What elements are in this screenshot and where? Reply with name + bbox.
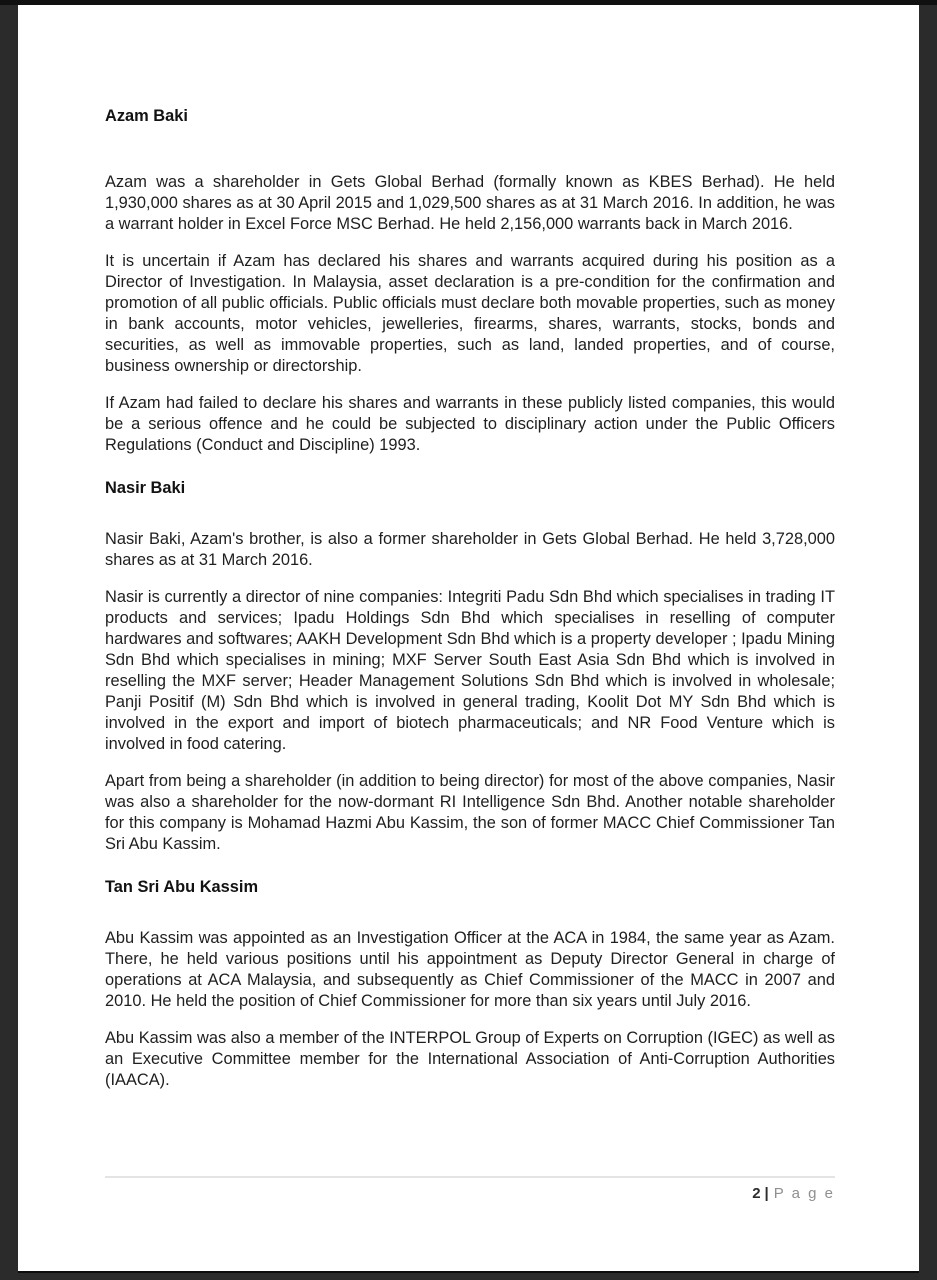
- section-heading-nasir-baki: Nasir Baki: [105, 479, 186, 497]
- paragraph: It is uncertain if Azam has declared his shares and warrants acquired during his position as a Director of Investigation. In Malaysia, asset declaration is a pre-condition for the confirmation and promotion of all public officials. Public officials must declare both movable properties, such as money in bank accounts, motor vehicles, jewelleries, firearms, shares, warrants, stocks, bonds and securities, as well as immovable properties, such as land, landed properties, and of course, business ownership or directorship.: [105, 252, 835, 375]
- paragraph: Nasir is currently a director of nine companies: Integriti Padu Sdn Bhd which specialises in trading IT products and services; Ipadu Holdings Sdn Bhd which specialises in reselling of computer hardwares and softwares; AAKH Development Sdn Bhd which is a property developer ; Ipadu Mining Sdn Bhd which specialises in mining; MXF Server South East Asia Sdn Bhd which is involved in reselling the MXF server; Header Management Solutions Sdn Bhd which is involved in wholesale; Panji Positif (M) Sdn Bhd which is involved in general trading, Koolit Dot MY Sdn Bhd which is involved in the export and import of biotech pharmaceuticals; and NR Food Venture which is involved in food catering.: [105, 588, 835, 753]
- paragraph: Abu Kassim was appointed as an Investigation Officer at the ACA in 1984, the same year as Azam. There, he held various positions until his appointment as Deputy Director General in charge of operations at ACA Malaysia, and subsequently as Chief Commissioner of the MACC in 2007 and 2010. He held the position of Chief Commissioner for more than six years until July 2016.: [105, 929, 835, 1010]
- page-word: P a g e: [773, 1185, 835, 1202]
- section-heading-tan-sri-abu-kassim: Tan Sri Abu Kassim: [105, 878, 259, 896]
- paragraph: Abu Kassim was also a member of the INTERPOL Group of Experts on Corruption (IGEC) as well as an Executive Committee member for the International Association of Anti-Corruption Authorities (IAACA).: [105, 1029, 835, 1089]
- document-content: [105, 5, 835, 1107]
- page-number: 2: [752, 1185, 761, 1202]
- page-footer: [105, 1176, 835, 1203]
- paragraph: If Azam had failed to declare his shares and warrants in these publicly listed companies, this would be a serious offence and he could be subjected to disciplinary action under the Public Officers Regulations (Conduct and Discipline) 1993.: [105, 394, 835, 454]
- footer-page-label: [105, 1185, 835, 1203]
- paragraph: Nasir Baki, Azam's brother, is also a former shareholder in Gets Global Berhad. He held 3,728,000 shares as at 31 March 2016.: [105, 530, 835, 569]
- footer-separator: |: [764, 1185, 769, 1202]
- footer-rule: [105, 1176, 835, 1178]
- section-heading-azam-baki: Azam Baki: [105, 107, 188, 125]
- document-page: [18, 5, 919, 1273]
- paragraph: Azam was a shareholder in Gets Global Berhad (formally known as KBES Berhad). He held 1,930,000 shares as at 30 April 2015 and 1,029,500 shares as at 31 March 2016. In addition, he was a warrant holder in Excel Force MSC Berhad. He held 2,156,000 warrants back in March 2016.: [105, 173, 835, 233]
- paragraph: Apart from being a shareholder (in addition to being director) for most of the above companies, Nasir was also a shareholder for the now-dormant RI Intelligence Sdn Bhd. Another notable shareholder for this company is Mohamad Hazmi Abu Kassim, the son of former MACC Chief Commissioner Tan Sri Abu Kassim.: [105, 772, 835, 853]
